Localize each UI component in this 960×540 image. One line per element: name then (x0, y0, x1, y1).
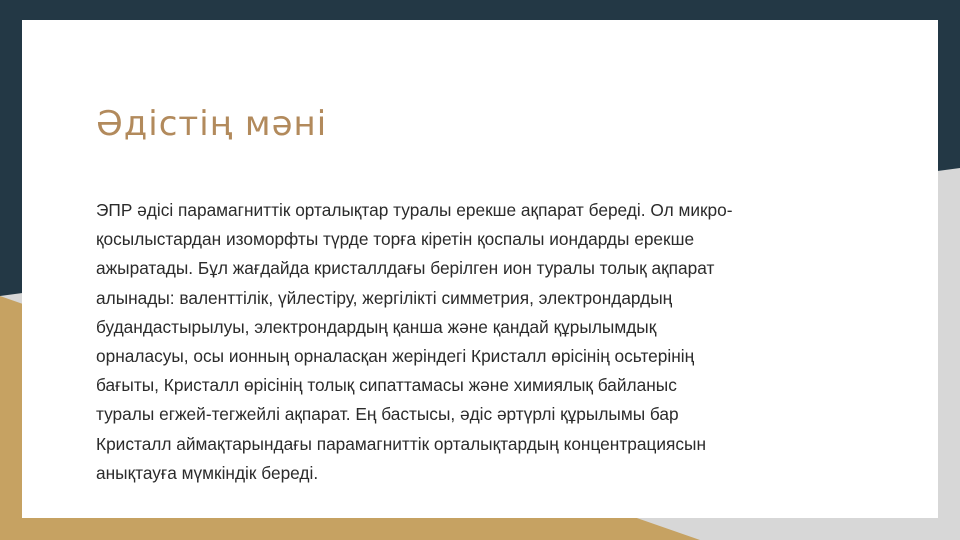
paragraph-line: Кристалл аймақтарындағы парамагниттік орталықтардың концентрациясын (96, 433, 706, 454)
slide-title: Әдістің мәні (96, 104, 328, 144)
paragraph-line: будандастырылуы, электрондардың қанша және қандай құрылымдық (96, 316, 657, 337)
paragraph-line: алынады: валенттілік, үйлестіру, жергілікті симметрия, электрондардың (96, 287, 673, 308)
paragraph-line: туралы егжей-тегжейлі ақпарат. Ең бастысы, әдіс әртүрлі құрылымы бар (96, 404, 679, 425)
paragraph-line: ЭПР әдісі парамагниттік орталықтар туралы ерекше ақпарат береді. Ол микро- (96, 200, 733, 220)
paragraph-line: қосылыстардан изоморфты түрде торға кіретін қоспалы иондарды ерекше (96, 229, 695, 250)
paragraph-line: орналасуы, осы ионның орналасқан жеріндегі Кристалл өрісінің осьтерінің (96, 346, 695, 367)
body-paragraph (96, 196, 876, 488)
paragraph-line: анықтауға мүмкіндік береді. (96, 462, 319, 483)
paragraph-line: ажыратады. Бұл жағдайда кристаллдағы берілген ион туралы толық ақпарат (96, 258, 715, 279)
paragraph-line: бағыты, Кристалл өрісінің толық сипаттамасы және химиялық байланыс (96, 375, 677, 396)
